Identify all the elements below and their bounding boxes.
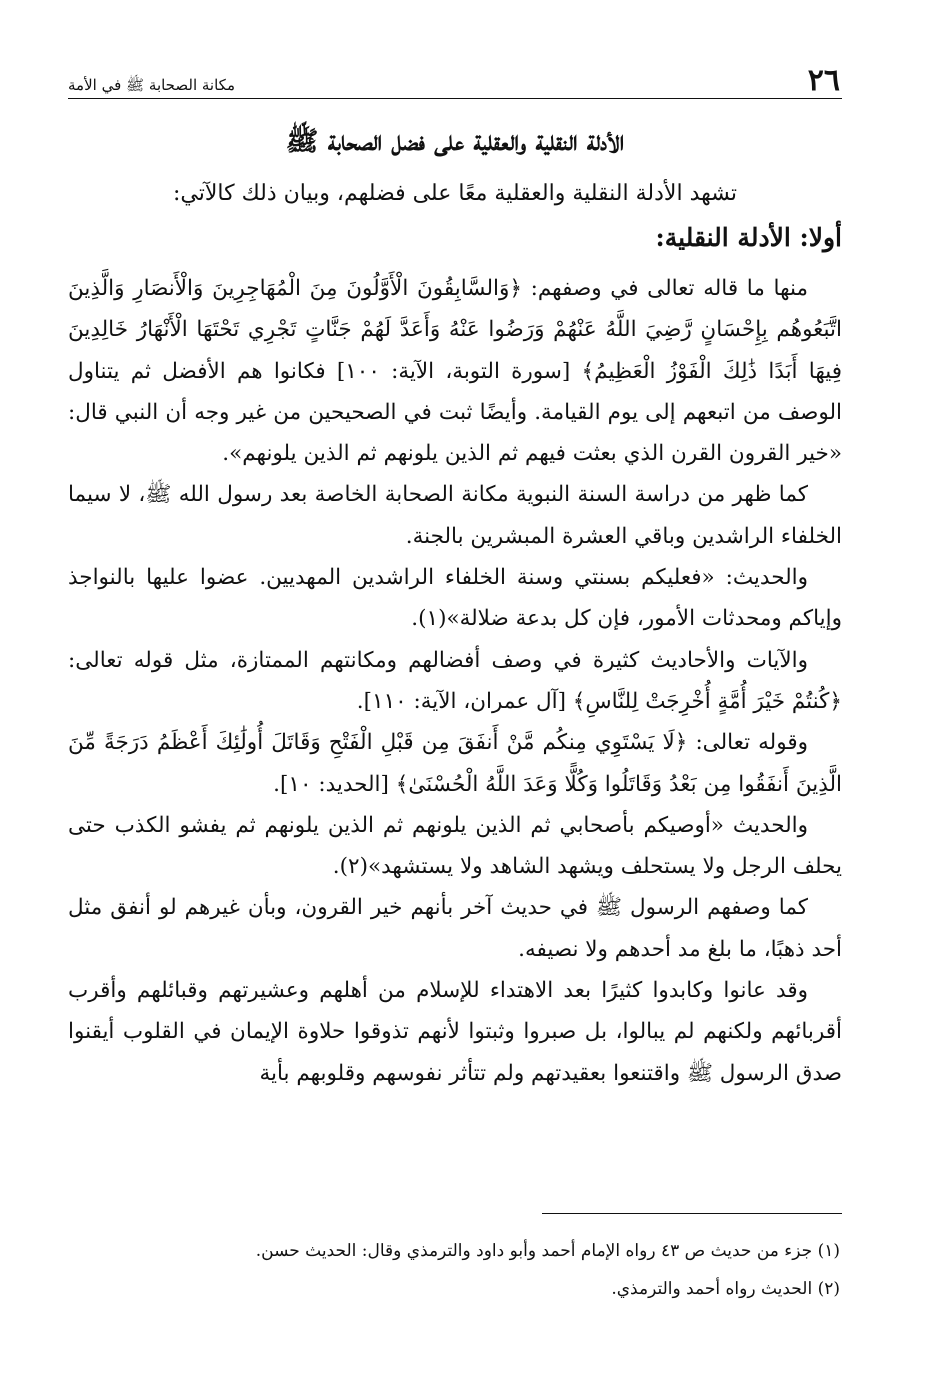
paragraph: كما ظهر من دراسة السنة النبوية مكانة الصحابة الخاصة بعد رسول الله ﷺ، لا سيما الخلفاء الراشدين وباقي العشرة المبشرين بالجنة. [68,482,842,549]
footnote-separator [542,1213,842,1214]
body-text [68,268,842,1094]
subsection-heading: أولا: الأدلة النقلية: [655,223,842,252]
section-intro: تشهد الأدلة النقلية والعقلية معًا على فضلهم، وبيان ذلك كالآتي: [172,181,738,206]
footnote: (٢) الحديث رواه أحمد والترمذي. [611,1279,840,1299]
paragraph: منها ما قاله تعالى في وصفهم: ﴿وَالسَّابِقُونَ الْأَوَّلُونَ مِنَ الْمُهَاجِرِينَ وَالْأَنصَارِ وَالَّذِينَ اتَّبَعُوهُم بِإِحْسَانٍ رَّضِيَ اللَّهُ عَنْهُمْ وَرَضُوا عَنْهُ وَأَعَدَّ لَهُمْ جَنَّاتٍ تَجْرِي تَحْتَهَا الْأَنْهَارُ خَالِدِينَ فِيهَا أَبَدًا ذَٰلِكَ الْفَوْزُ الْعَظِيمُ﴾ [سورة التوبة، الآية: ١٠٠] فكانوا هم الأفضل ثم يتناول الوصف من اتبعهم إلى يوم القيامة. وأيضًا ثبت في الصحيحين من غير وجه أن النبي قال: «خير القرون القرن الذي بعثت فيهم ثم الذين يلونهم ثم الذين يلونهم». [68,276,842,467]
paragraph: وقد عانوا وكابدوا كثيرًا بعد الاهتداء للإسلام من أهلهم وعشيرتهم وقبائلهم وأقرب أقربائهم ولكنهم لم يبالوا، بل صبروا وثبتوا لأنهم تذوقوا حلاوة الإيمان في القلوب أيقنوا صدق الرسول ﷺ واقتنعوا بعقيدتهم ولم تتأثر نفوسهم وقلوبهم بأية [68,978,842,1086]
paragraph: وقوله تعالى: ﴿لَا يَسْتَوِي مِنكُم مَّنْ أَنفَقَ مِن قَبْلِ الْفَتْحِ وَقَاتَلَ أُولَٰئِكَ أَعْظَمُ دَرَجَةً مِّنَ الَّذِينَ أَنفَقُوا مِن بَعْدُ وَقَاتَلُوا وَكُلًّا وَعَدَ اللَّهُ الْحُسْنَىٰ﴾ [الحديد: ١٠]. [68,730,842,797]
paragraph: والحديث: «فعليكم بسنتي وسنة الخلفاء الراشدين المهديين. عضوا عليها بالنواجذ وإياكم ومحدثات الأمور، فإن كل بدعة ضلالة»(١). [68,565,842,632]
paragraph: كما وصفهم الرسول ﷺ في حديث آخر بأنهم خير القرون، وبأن غيرهم لو أنفق مثل أحد ذهبًا، ما بلغ مد أحدهم ولا نصيفه. [68,895,842,962]
footnotes [68,1232,842,1308]
page-number: ٢٦ [807,63,840,98]
footnote: (١) جزء من حديث ص ٤٣ رواه الإمام أحمد وأبو داود والترمذي وقال: الحديث حسن. [255,1241,840,1261]
book-page [68,0,842,1376]
running-title: مكانة الصحابة ﷺ في الأمة [68,76,235,94]
paragraph: والحديث «أوصيكم بأصحابي ثم الذين يلونهم ثم الذين يلونهم ثم يفشو الكذب حتى يحلف الرجل ولا يستحلف ويشهد الشاهد ولا يستشهد»(٢). [68,812,842,880]
paragraph: والآيات والأحاديث كثيرة في وصف أفضالهم ومكانتهم الممتازة، مثل قوله تعالى: ﴿كُنتُمْ خَيْرَ أُمَّةٍ أُخْرِجَتْ لِلنَّاسِ﴾ [آل عمران، الآية: ١١٠]. [68,647,842,714]
section-title: الأدلة النقلية والعقلية على فضل الصحابة ﷺ [285,126,625,157]
running-header [68,64,842,99]
